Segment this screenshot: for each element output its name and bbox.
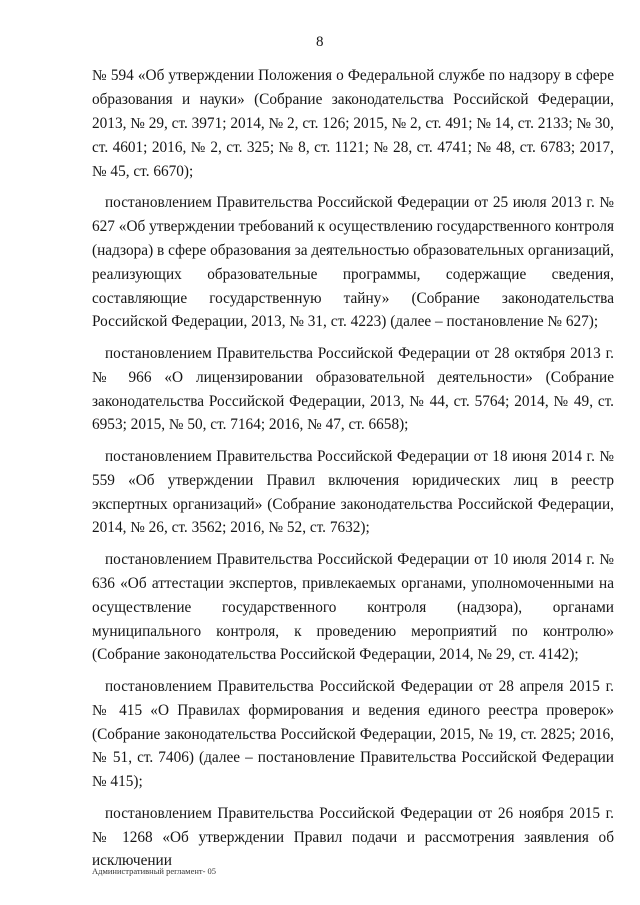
paragraph-decree-415: постановлением Правительства Российской Федерации от 28 апреля 2015 г. № 415 «О Правилах формирования и ведения единого реестра проверок» (Собрание законодательства Российской Федерации, 2015, № 19, ст. 2825; 2016, № 51, ст. 7406) (далее – постановление Правительства Российской Федерации № 415);: [92, 677, 614, 791]
paragraph-decree-627: постановлением Правительства Российской Федерации от 25 июля 2013 г. № 627 «Об утверждении требований к осуществлению государственного контроля (надзора) в сфере образования за деятельностью образовательных организаций, реализующих образовательные программы, содержащие сведения, составляющие государственную тайну» (Собрание законодательства Российской Федерации, 2013, № 31, ст. 4223) (далее – постановление № 627);: [92, 193, 614, 331]
paragraph-decree-636: постановлением Правительства Российской Федерации от 10 июля 2014 г. № 636 «Об аттестации экспертов, привлекаемых органами, уполномоченными на осуществление государственного контроля (надзора), органами муниципального контроля, к проведению мероприятий по контролю» (Собрание законодательства Российской Федерации, 2014, № 29, ст. 4142);: [92, 550, 614, 664]
paragraph-decree-966: постановлением Правительства Российской Федерации от 28 октября 2013 г. № 966 «О лицензировании образовательной деятельности» (Собрание законодательства Российской Федерации, 2013, № 44, ст. 5764; 2014, № 49, ст. 6953; 2015, № 50, ст. 7164; 2016, № 47, ст. 6658);: [92, 344, 614, 434]
paragraph-decree-1268: постановлением Правительства Российской Федерации от 26 ноября 2015 г. № 1268 «Об утверждении Правил подачи и рассмотрения заявления об исключении: [92, 804, 614, 870]
paragraph-decree-559: постановлением Правительства Российской Федерации от 18 июня 2014 г. № 559 «Об утверждении Правил включения юридических лиц в реестр экспертных организаций» (Собрание законодательства Российской Федерации, 2014, № 26, ст. 3562; 2016, № 52, ст. 7632);: [92, 447, 614, 537]
page-number: 8: [316, 34, 324, 50]
document-body: [92, 64, 614, 881]
footer-label: Административный регламент- 05: [92, 866, 217, 876]
paragraph-continuation: № 594 «Об утверждении Положения о Федеральной службе по надзору в сфере образования и науки» (Собрание законодательства Российской Федерации, 2013, № 29, ст. 3971; 2014, № 2, ст. 126; 2015, № 2, ст. 491; № 14, ст. 2133; № 30, ст. 4601; 2016, № 2, ст. 325; № 8, ст. 1121; № 28, ст. 4741; № 48, ст. 6783; 2017, № 45, ст. 6670);: [92, 67, 614, 180]
